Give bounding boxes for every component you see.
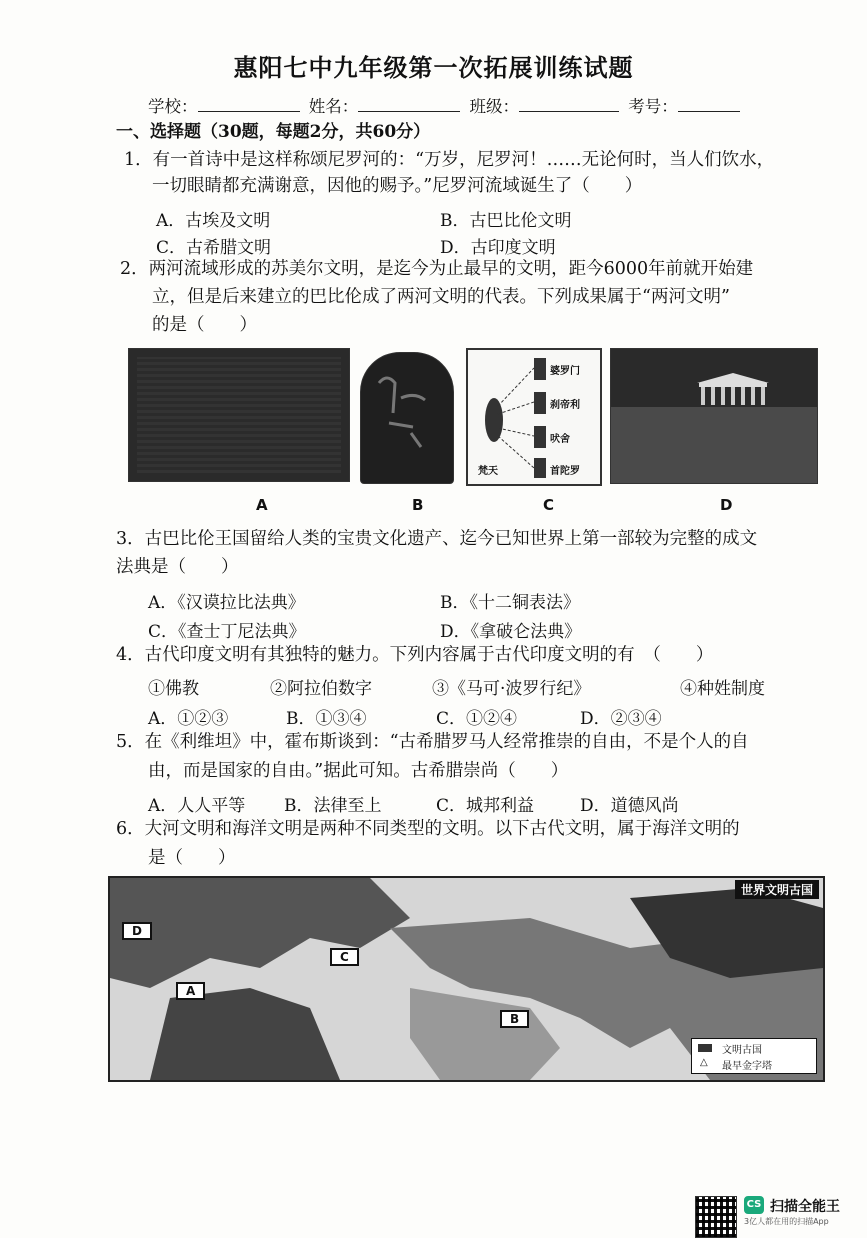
stele-carving-icon <box>361 353 453 483</box>
caste-shudra-label: 首陀罗 <box>550 466 580 477</box>
map-label-c: C <box>330 948 359 966</box>
q6-line2: 是（ ） <box>148 848 236 868</box>
q5-line2: 由，而是国家的自由。”据此可知。古希腊崇尚（ ） <box>148 761 569 781</box>
map-legend <box>691 1038 817 1074</box>
legend-pyramid-label: 最早金字塔 <box>722 1061 772 1072</box>
caste-brahmin-label: 婆罗门 <box>550 366 580 377</box>
q3-option-a: A．《汉谟拉比法典》 <box>148 593 305 613</box>
q4-option-a: A．①②③ <box>148 709 229 729</box>
section-heading: 一、选择题（30题，每题2分，共60分） <box>116 122 431 142</box>
legend-civilization-label: 文明古国 <box>722 1045 762 1056</box>
map-title: 世界文明古国 <box>735 880 819 899</box>
q1-option-d: D．古印度文明 <box>440 238 556 258</box>
exam-no-blank <box>678 97 740 112</box>
class-blank <box>519 97 619 112</box>
name-label: 姓名： <box>308 97 359 116</box>
map-label-a: A <box>176 982 205 1000</box>
world-civilizations-map <box>108 876 825 1082</box>
exam-no-label: 考号： <box>628 97 678 116</box>
q3-option-d: D．《拿破仑法典》 <box>440 622 582 642</box>
option-b-caption: B <box>412 496 424 514</box>
option-c-caste-diagram <box>466 348 602 486</box>
map-label-b: B <box>500 1010 529 1028</box>
option-d-parthenon-image <box>610 348 818 484</box>
q4-item-3: ③《马可·波罗行纪》 <box>432 679 591 699</box>
page-title: 惠阳七中九年级第一次拓展训练试题 <box>233 53 634 82</box>
caste-vaishya-label: 吠舍 <box>550 434 570 445</box>
pyramid-legend-icon: △ <box>700 1057 708 1068</box>
qr-code-icon <box>695 1196 737 1238</box>
q6-line1: 6．大河文明和海洋文明是两种不同类型的文明。以下古代文明，属于海洋文明的 <box>116 819 740 839</box>
map-label-d: D <box>122 922 152 940</box>
q3-option-c: C．《查士丁尼法典》 <box>148 622 306 642</box>
q1-option-a: A．古埃及文明 <box>156 211 271 231</box>
caste-kshatriya-label: 刹帝利 <box>550 400 580 411</box>
q2-line3: 的是（ ） <box>152 315 257 335</box>
q5-option-d: D．道德风尚 <box>580 796 679 816</box>
q4-option-c: C．①②④ <box>436 709 518 729</box>
q4-line1: 4．古代印度文明有其独特的魅力。下列内容属于古代印度文明的有 （ ） <box>116 645 714 665</box>
q1-option-b: B．古巴比伦文明 <box>440 211 572 231</box>
caste-source-label: 梵天 <box>478 466 498 477</box>
q1-line2: 一切眼睛都充满谢意，因他的赐予。”尼罗河流域诞生了（ ） <box>152 176 643 196</box>
q1-line1: 1．有一首诗中是这样称颂尼罗河的：“万岁，尼罗河！……无论何时，当人们饮水， <box>124 150 775 170</box>
q3-option-b: B．《十二铜表法》 <box>440 593 580 613</box>
student-info-row <box>148 93 744 117</box>
option-c-caption: C <box>543 496 555 514</box>
school-label: 学校： <box>148 97 198 116</box>
scanner-tagline: 3亿人都在用的扫描App <box>744 1217 829 1226</box>
q5-option-b: B．法律至上 <box>284 796 382 816</box>
q3-line1: 3．古巴比伦王国留给人类的宝贵文化遗产、迄今已知世界上第一部较为完整的成文 <box>116 529 758 549</box>
name-blank <box>358 97 460 112</box>
q1-option-c: C．古希腊文明 <box>156 238 272 258</box>
q2-line2: 立，但是后来建立的巴比伦成了两河文明的代表。下列成果属于“两河文明” <box>152 287 730 307</box>
q4-item-2: ②阿拉伯数字 <box>270 679 372 699</box>
q3-line2: 法典是（ ） <box>116 557 239 577</box>
q5-option-c: C．城邦利益 <box>436 796 535 816</box>
option-a-caption: A <box>256 496 268 514</box>
class-label: 班级： <box>469 97 519 116</box>
option-d-caption: D <box>720 496 733 514</box>
q5-option-a: A．人人平等 <box>148 796 246 816</box>
parthenon-icon <box>611 349 817 483</box>
option-b-stele-image <box>360 352 454 484</box>
q2-line1: 2．两河流域形成的苏美尔文明，是迄今为止最早的文明，距今6000年前就开始建 <box>120 259 754 279</box>
q4-option-d: D．②③④ <box>580 709 662 729</box>
school-blank <box>198 97 300 112</box>
q4-option-b: B．①③④ <box>286 709 367 729</box>
camscanner-logo-icon: CS <box>744 1196 764 1214</box>
option-a-image <box>128 348 350 482</box>
civilization-legend-icon <box>698 1044 712 1052</box>
scanner-brand: 扫描全能王 <box>770 1199 840 1215</box>
q4-item-4: ④种姓制度 <box>680 679 765 699</box>
q4-item-1: ①佛教 <box>148 679 199 699</box>
q5-line1: 5．在《利维坦》中，霍布斯谈到：“古希腊罗马人经常推崇的自由，不是个人的自 <box>116 732 749 752</box>
